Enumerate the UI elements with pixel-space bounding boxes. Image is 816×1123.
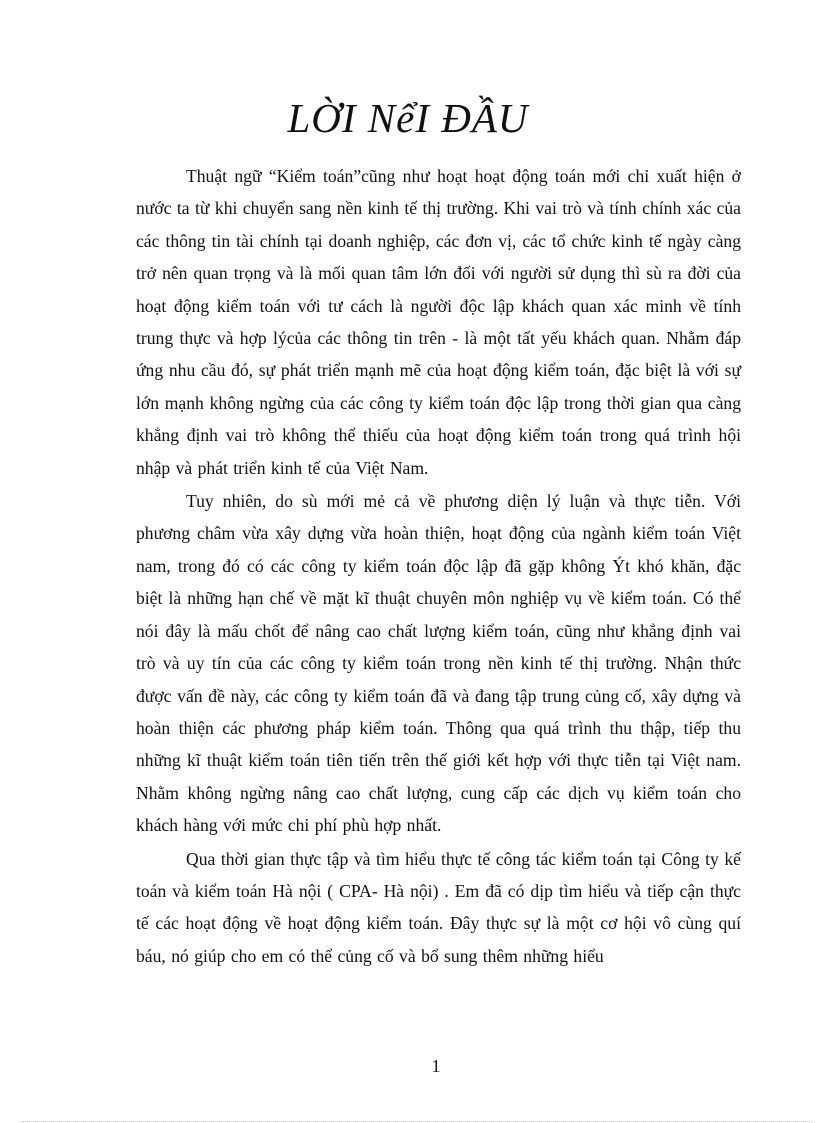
paragraph-3: Qua thời gian thực tập và tìm hiểu thực tế công tác kiểm toán tại Công ty kế toán và kiểm toán Hà nội ( CPA- Hà nội) . Em đã có dịp tìm hiểu và tiếp cận thực tế các hoạt động về hoạt động kiểm toán. Đây thực sự là một cơ hội vô cùng quí báu, nó giúp cho em có thể củng cố và bổ sung thêm những hiểu [136, 848, 741, 966]
page-bottom-divider [22, 1121, 812, 1122]
document-body [136, 160, 741, 972]
page-title: LỜI NểI ĐẦU [287, 95, 529, 141]
page-number: 1 [431, 1056, 441, 1076]
paragraph-2: Tuy nhiên, do sù mới mẻ cả về phương diện lý luận và thực tiễn. Với phương châm vừa xây dựng vừa hoàn thiện, hoạt động của ngành kiểm toán Việt nam, trong đó có các công ty kiểm toán độc lập đã gặp không Ýt khó khăn, đặc biệt là những hạn chế về mặt kĩ thuật chuyên môn nghiệp vụ về kiểm toán. Có thể nói đây là mấu chốt để nâng cao chất lượng kiểm toán, cũng như khẳng định vai trò và uy tín của các công ty kiểm toán trong nền kinh tế thị trường. Nhận thức được vấn đề này, các công ty kiểm toán đã và đang tập trung củng cố, xây dựng và hoàn thiện các phương pháp kiểm toán. Thông qua quá trình thu thập, tiếp thu những kĩ thuật kiểm toán tiên tiến trên thế giới kết hợp với thực tiễn tại Việt nam. Nhằm không ngừng nâng cao chất lượng, cung cấp các dịch vụ kiểm toán cho khách hàng với mức chi phí phù hợp nhất. [136, 491, 741, 836]
paragraph-1: Thuật ngữ “Kiểm toán”cũng như hoạt hoạt động toán mới chỉ xuất hiện ở nước ta từ khi chuyển sang nền kinh tế thị trường. Khi vai trò và tính chính xác của các thông tin tài chính tại doanh nghiệp, các đơn vị, các tổ chức kinh tế ngày càng trở nên quan trọng và là mối quan tâm lớn đối với người sử dụng thì sù ra đời của hoạt động kiểm toán với tư cách là người độc lập khách quan xác minh về tính trung thực và hợp lýcủa các thông tin trên - là một tất yếu khách quan. Nhằm đáp ứng nhu cầu đó, sự phát triển mạnh mẽ của hoạt động kiểm toán, đặc biệt là với sự lớn mạnh không ngừng của các công ty kiểm toán độc lập trong thời gian qua càng khẳng định vai trò không thể thiếu của hoạt động kiểm toán trong quá trình hội nhập và phát triển kinh tế của Việt Nam. [136, 166, 741, 478]
